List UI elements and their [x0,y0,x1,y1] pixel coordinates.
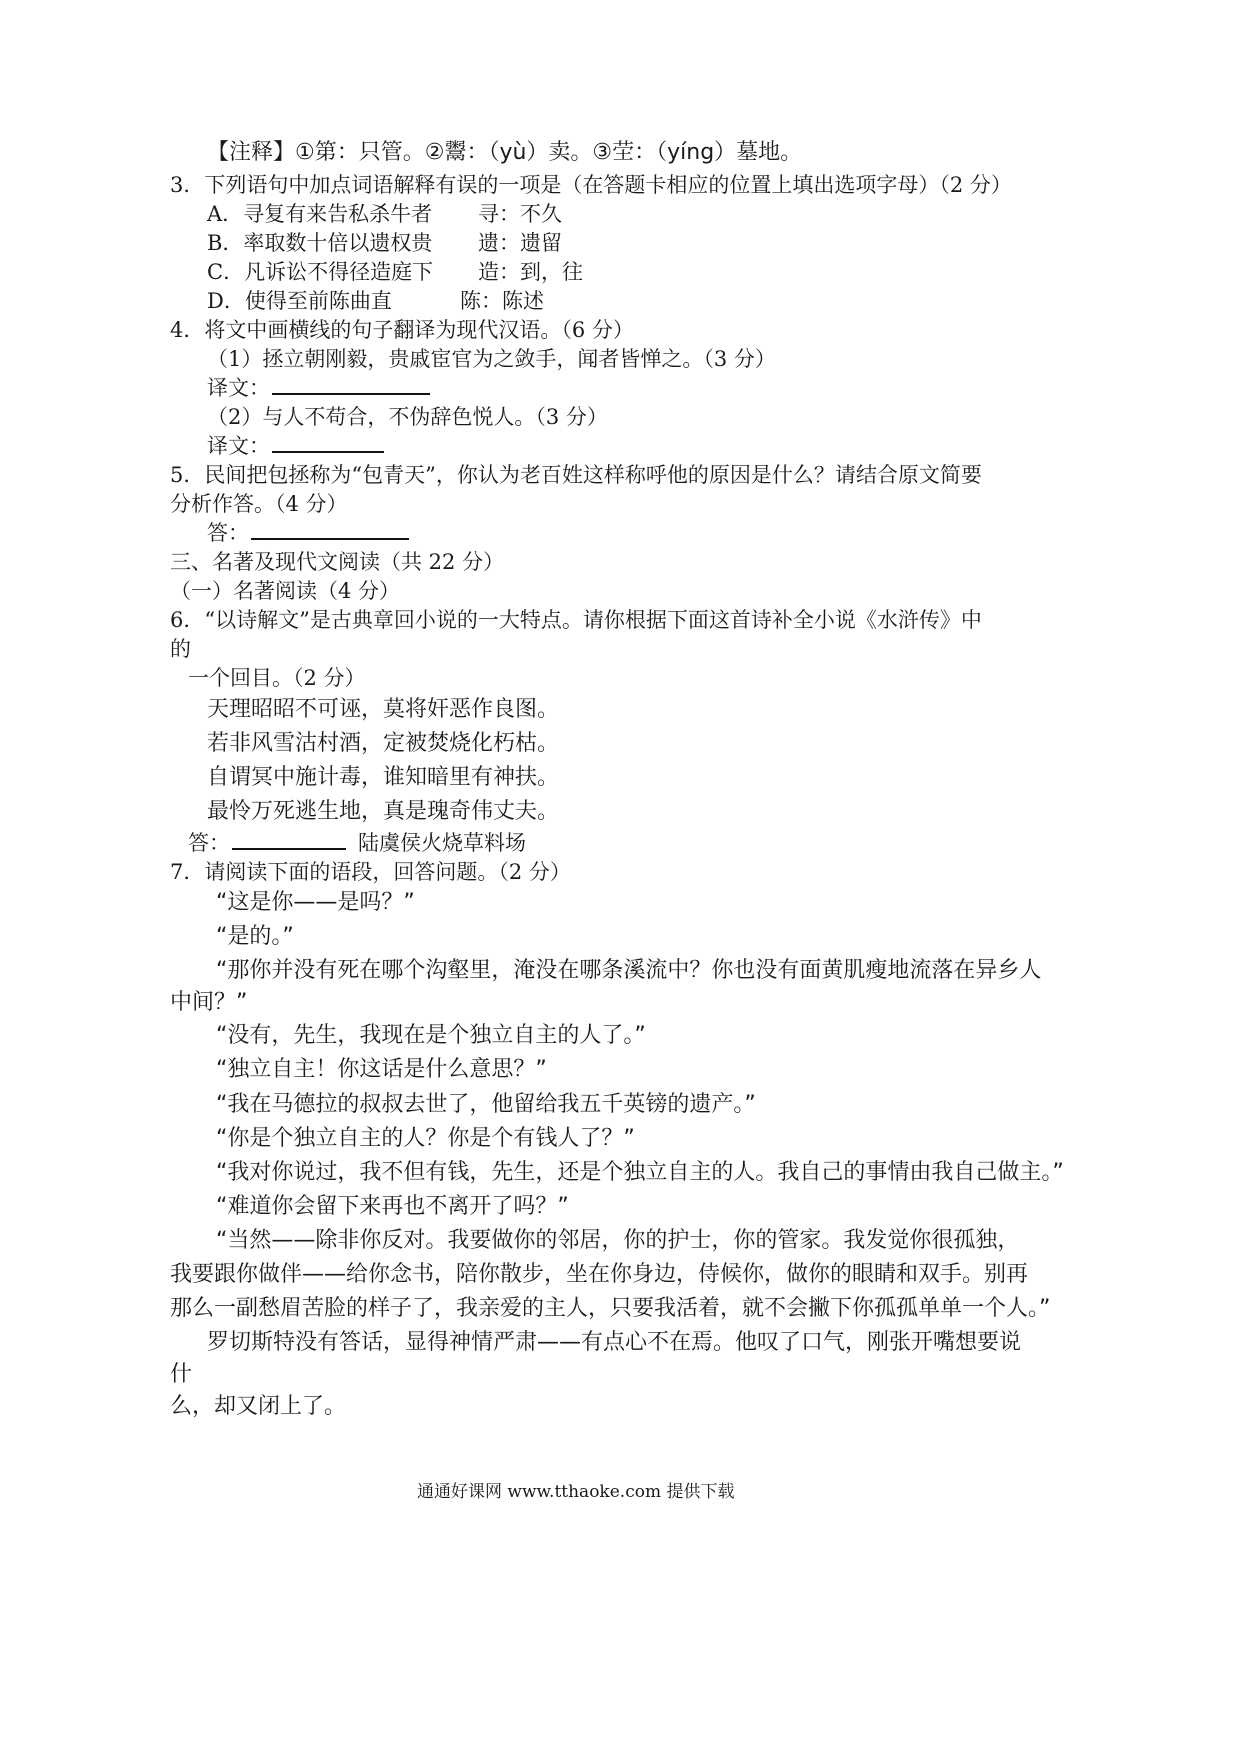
q4-sub-1: （1）拯立朝刚毅，贵戚宦官为之敛手，闻者皆惮之。（3 分） [207,347,776,371]
q4-answer-row-1 [207,373,430,403]
passage-line: “你是个独立自主的人？你是个有钱人了？” [216,1126,635,1151]
question-6-line-1: 6．“以诗解文”是古典章回小说的一大特点。请你根据下面这首诗补全小说《水浒传》中 [170,608,982,632]
q5-answer-row [207,518,409,548]
passage-line: “我在马德拉的叔叔去世了，他留给我五千英镑的遗产。” [216,1092,756,1117]
q3-option-d-gloss: 陈：陈述 [460,289,544,313]
question-7-stem: 7．请阅读下面的语段，回答问题。（2 分） [170,860,571,884]
passage-line: 那么一副愁眉苦脸的样子了，我亲爱的主人，只要我活着，就不会撇下你孤孤单单一个人。” [170,1296,1051,1321]
annotation-note: 【注释】①第：只管。②鬻：（yù）卖。③茔：（yíng）墓地。 [207,140,803,165]
question-5-line-1: 5．民间把包拯称为“包青天”，你认为老百姓这样称呼他的原因是什么？请结合原文简要 [170,463,982,487]
question-6-line-3: 一个回目。（2 分） [188,666,366,690]
q6-answer-label: 答： [188,831,230,855]
passage-line: 么，却又闭上了。 [170,1394,347,1419]
passage-line: “我对你说过，我不但有钱，先生，还是个独立自主的人。我自己的事情由我自己做主。” [216,1160,1064,1185]
q3-option-a-gloss: 寻：不久 [478,202,562,226]
passage-line: 罗切斯特没有答话，显得神情严肃——有点心不在焉。他叹了口气，刚张开嘴想要说 [207,1330,1022,1355]
q6-answer-blank[interactable] [232,828,346,850]
q3-option-b: B．率取数十倍以遗权贵 [207,231,433,255]
question-4-stem: 4．将文中画横线的句子翻译为现代汉语。（6 分） [170,318,634,342]
q4-answer-row-2 [207,431,384,461]
question-5-line-2: 分析作答。（4 分） [170,492,348,516]
passage-line: 中间？” [170,990,248,1015]
q3-option-d: D．使得至前陈曲直 [207,289,392,313]
q3-option-c-gloss: 造：到，往 [478,260,583,284]
q4-sub-2: （2）与人不苟合，不伪辞色悦人。（3 分） [207,405,608,429]
q5-answer-label: 答： [207,521,249,545]
poem-line: 若非风雪沽村酒，定被焚烧化朽枯。 [207,731,560,756]
q3-option-b-gloss: 遗：遗留 [478,231,562,255]
q4-answer-blank-1[interactable] [272,373,430,395]
q6-answer-row [188,828,526,858]
passage-line: “当然——除非你反对。我要做你的邻居，你的护士，你的管家。我发觉你很孤独， [216,1228,1020,1253]
passage-line: 什 [170,1362,193,1387]
passage-line: 我要跟你做伴——给你念书，陪你散步，坐在你身边，侍候你，做你的眼睛和双手。别再 [170,1262,1029,1287]
section-3-heading: 三、名著及现代文阅读（共 22 分） [170,550,505,574]
passage-line: “没有，先生，我现在是个独立自主的人了。” [216,1023,646,1048]
question-3-stem: 3．下列语句中加点词语解释有误的一项是（在答题卡相应的位置上填出选项字母）（2 分） [170,173,1012,197]
poem-line: 自谓冥中施计毒，谁知暗里有神扶。 [207,765,560,790]
q3-option-a: A．寻复有来告私杀牛者 [207,202,433,226]
passage-line: “是的。” [216,924,294,949]
q6-answer-text: 陆虞侯火烧草料场 [358,831,526,855]
section-3-1-heading: （一）名著阅读（4 分） [170,579,401,603]
question-6-line-2: 的 [170,637,191,661]
poem-line: 最怜万死逃生地，真是瑰奇伟丈夫。 [207,799,560,824]
passage-line: “那你并没有死在哪个沟壑里，淹没在哪条溪流中？你也没有面黄肌瘦地流落在异乡人 [216,958,1042,983]
q4-answer-blank-2[interactable] [272,431,384,453]
passage-line: “难道你会留下来再也不离开了吗？” [216,1194,569,1219]
passage-line: “独立自主！你这话是什么意思？” [216,1057,547,1082]
page-footer: 通通好课网 www.tthaoke.com 提供下载 [417,1482,735,1502]
q4-label-2: 译文： [207,434,270,458]
q5-answer-blank[interactable] [251,518,409,540]
q3-option-c: C．凡诉讼不得径造庭下 [207,260,434,284]
q4-label-1: 译文： [207,376,270,400]
passage-line: “这是你——是吗？” [216,890,415,915]
poem-line: 天理昭昭不可诬，莫将奸恶作良图。 [207,697,560,722]
